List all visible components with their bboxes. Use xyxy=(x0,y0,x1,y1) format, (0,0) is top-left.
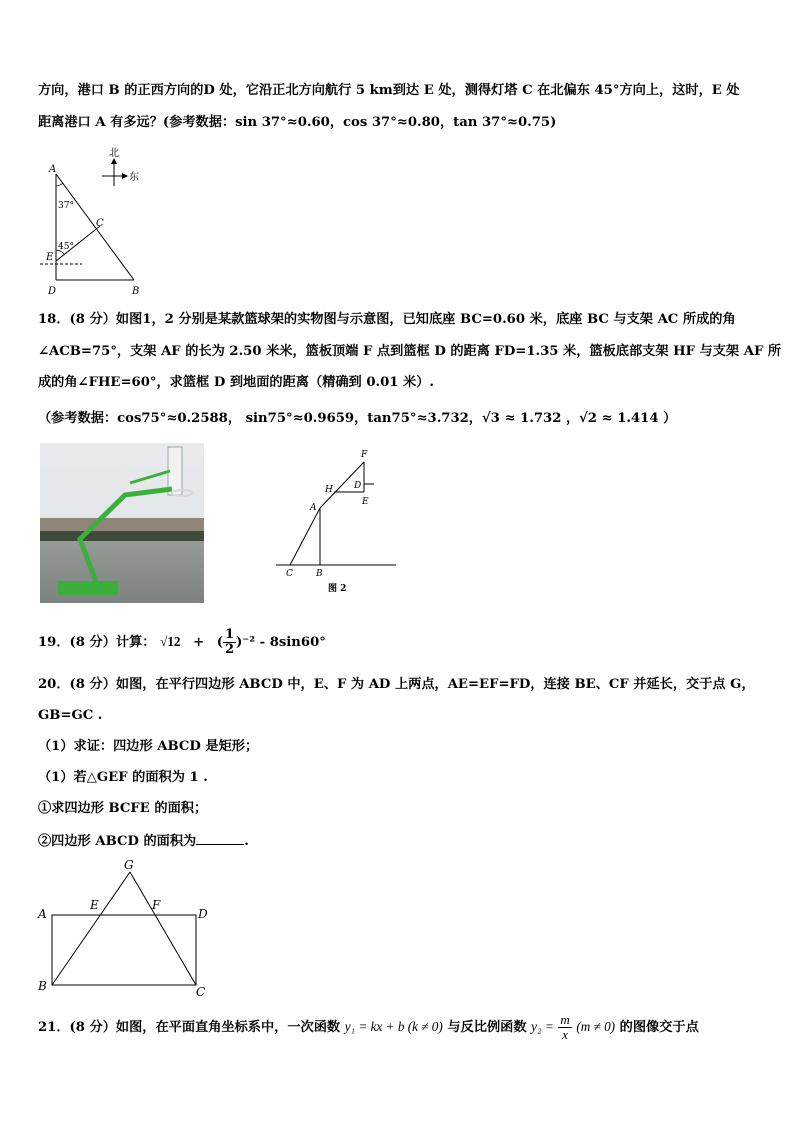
answer-blank xyxy=(196,832,244,845)
q21-linear-function: y₁ = kx + b (k ≠ 0) xyxy=(344,1019,443,1034)
q21-mid: 与反比例函数 xyxy=(447,1020,527,1035)
point-a-label: A xyxy=(49,164,57,175)
point-c-label: C xyxy=(196,985,206,998)
q20-part-1: （1）求证：四边形 ABCD 是矩形； xyxy=(38,739,259,754)
line-bg xyxy=(52,872,130,985)
angle-45-label: 45° xyxy=(58,242,74,252)
stand-base xyxy=(58,581,118,595)
angle-a-arc xyxy=(56,183,63,186)
point-f-label: F xyxy=(361,450,368,460)
rectangle-abcd xyxy=(52,915,196,985)
q19-line: 19．(8 分）计算： √12 + ( $\frac{1}{2}$ )⁻² - 8sin60° xyxy=(38,627,326,657)
q19-fraction: $\frac{1}{2}$ xyxy=(225,627,235,657)
q20-part-2-sub-1: ①求四边形 BCFE 的面积； xyxy=(38,801,208,816)
point-d-label: D xyxy=(198,907,208,921)
point-a-label: A xyxy=(310,503,317,513)
q18-figure-2 xyxy=(270,446,402,598)
q19-sqrt: √12 xyxy=(160,634,181,649)
east-arrow-icon xyxy=(122,173,128,179)
stand-upper-arm xyxy=(130,471,170,483)
line-cg xyxy=(130,872,196,985)
q21-suffix: 的图像交于点 xyxy=(619,1020,699,1035)
q18-reference-data: （参考数据：cos75°≈0.2588， sin75°≈0.9659，tan75°≈3.732，√3 ≈ 1.732 ，√2 ≈ 1.414 ） xyxy=(38,411,677,426)
q18-line-2: ∠ACB=75°，支架 AF 的长为 2.50 米米，篮板顶端 F 点到篮框 D 的距离 FD=1.35 米，篮板底部支架 HF 与支架 AF 所 xyxy=(38,344,782,359)
figure-2-caption: 图 2 xyxy=(328,584,347,594)
line-ca xyxy=(290,508,320,565)
q18-line-3: 成的角∠FHE=60°，求篮框 D 到地面的距离（精确到 0.01 米）. xyxy=(38,375,434,390)
q20-part-2-sub-2: ②四边形 ABCD 的面积为 . xyxy=(38,834,249,849)
q21-f2-left: y₂ = xyxy=(531,1019,554,1034)
point-f-label: F xyxy=(152,898,161,912)
q20-figure xyxy=(34,856,220,998)
q18-line-1: 18．(8 分）如图1，2 分别是某款篮球架的实物图与示意图，已知底座 BC=0.60 米，底座 BC 与支架 AC 所成的角 xyxy=(38,312,736,327)
point-a-label: A xyxy=(38,907,47,921)
point-e-label: E xyxy=(90,898,99,912)
point-b-label: B xyxy=(316,569,323,579)
q20-line-1: 20．(8 分）如图，在平行四边形 ABCD 中，E、F 为 AD 上两点，AE=EF=FD，连接 BE、CF 并延长，交于点 G， xyxy=(38,677,755,692)
q20-part-2: （1）若△GEF 的面积为 1 . xyxy=(38,770,208,785)
point-d-label: D xyxy=(48,286,57,297)
point-b-label: B xyxy=(132,286,140,297)
north-label: 北 xyxy=(109,148,119,159)
basketball-stand-photo xyxy=(40,443,204,603)
point-c-label: C xyxy=(96,218,104,229)
east-label: 东 xyxy=(129,172,139,183)
q19-tail: )⁻² - 8sin60° xyxy=(236,635,326,650)
point-g-label: G xyxy=(124,858,134,872)
q17-line-1: 方向，港口 B 的正西方向的D 处，它沿正北方向航行 5 km到达 E 处，测得灯塔 C 在北偏东 45°方向上，这时，E 处 xyxy=(38,83,740,98)
q17-figure xyxy=(30,146,160,298)
point-b-label: B xyxy=(38,979,47,993)
point-h-label: H xyxy=(325,485,333,495)
q21-prefix: 21．(8 分）如图，在平面直角坐标系中，一次函数 xyxy=(38,1020,341,1035)
q19-prefix: 19．(8 分）计算： xyxy=(38,635,156,650)
point-c-label: C xyxy=(286,569,293,579)
angle-37-label: 37° xyxy=(58,201,74,211)
q21-line xyxy=(38,1013,699,1042)
point-e-label: E xyxy=(362,497,369,507)
point-d-label: D xyxy=(354,481,362,491)
q21-fraction: $\frac{m}{x}$ xyxy=(560,1012,570,1042)
q20-line-2: GB=GC . xyxy=(38,708,103,723)
q17-line-2: 距离港口 A 有多远？(参考数据：sin 37°≈0.60，cos 37°≈0.80，tan 37°≈0.75) xyxy=(38,115,557,130)
point-e-label: E xyxy=(46,252,54,263)
q21-f2-condition: (m ≠ 0) xyxy=(576,1019,616,1034)
background-trees xyxy=(40,531,204,541)
q19-plus: + xyxy=(193,635,205,650)
